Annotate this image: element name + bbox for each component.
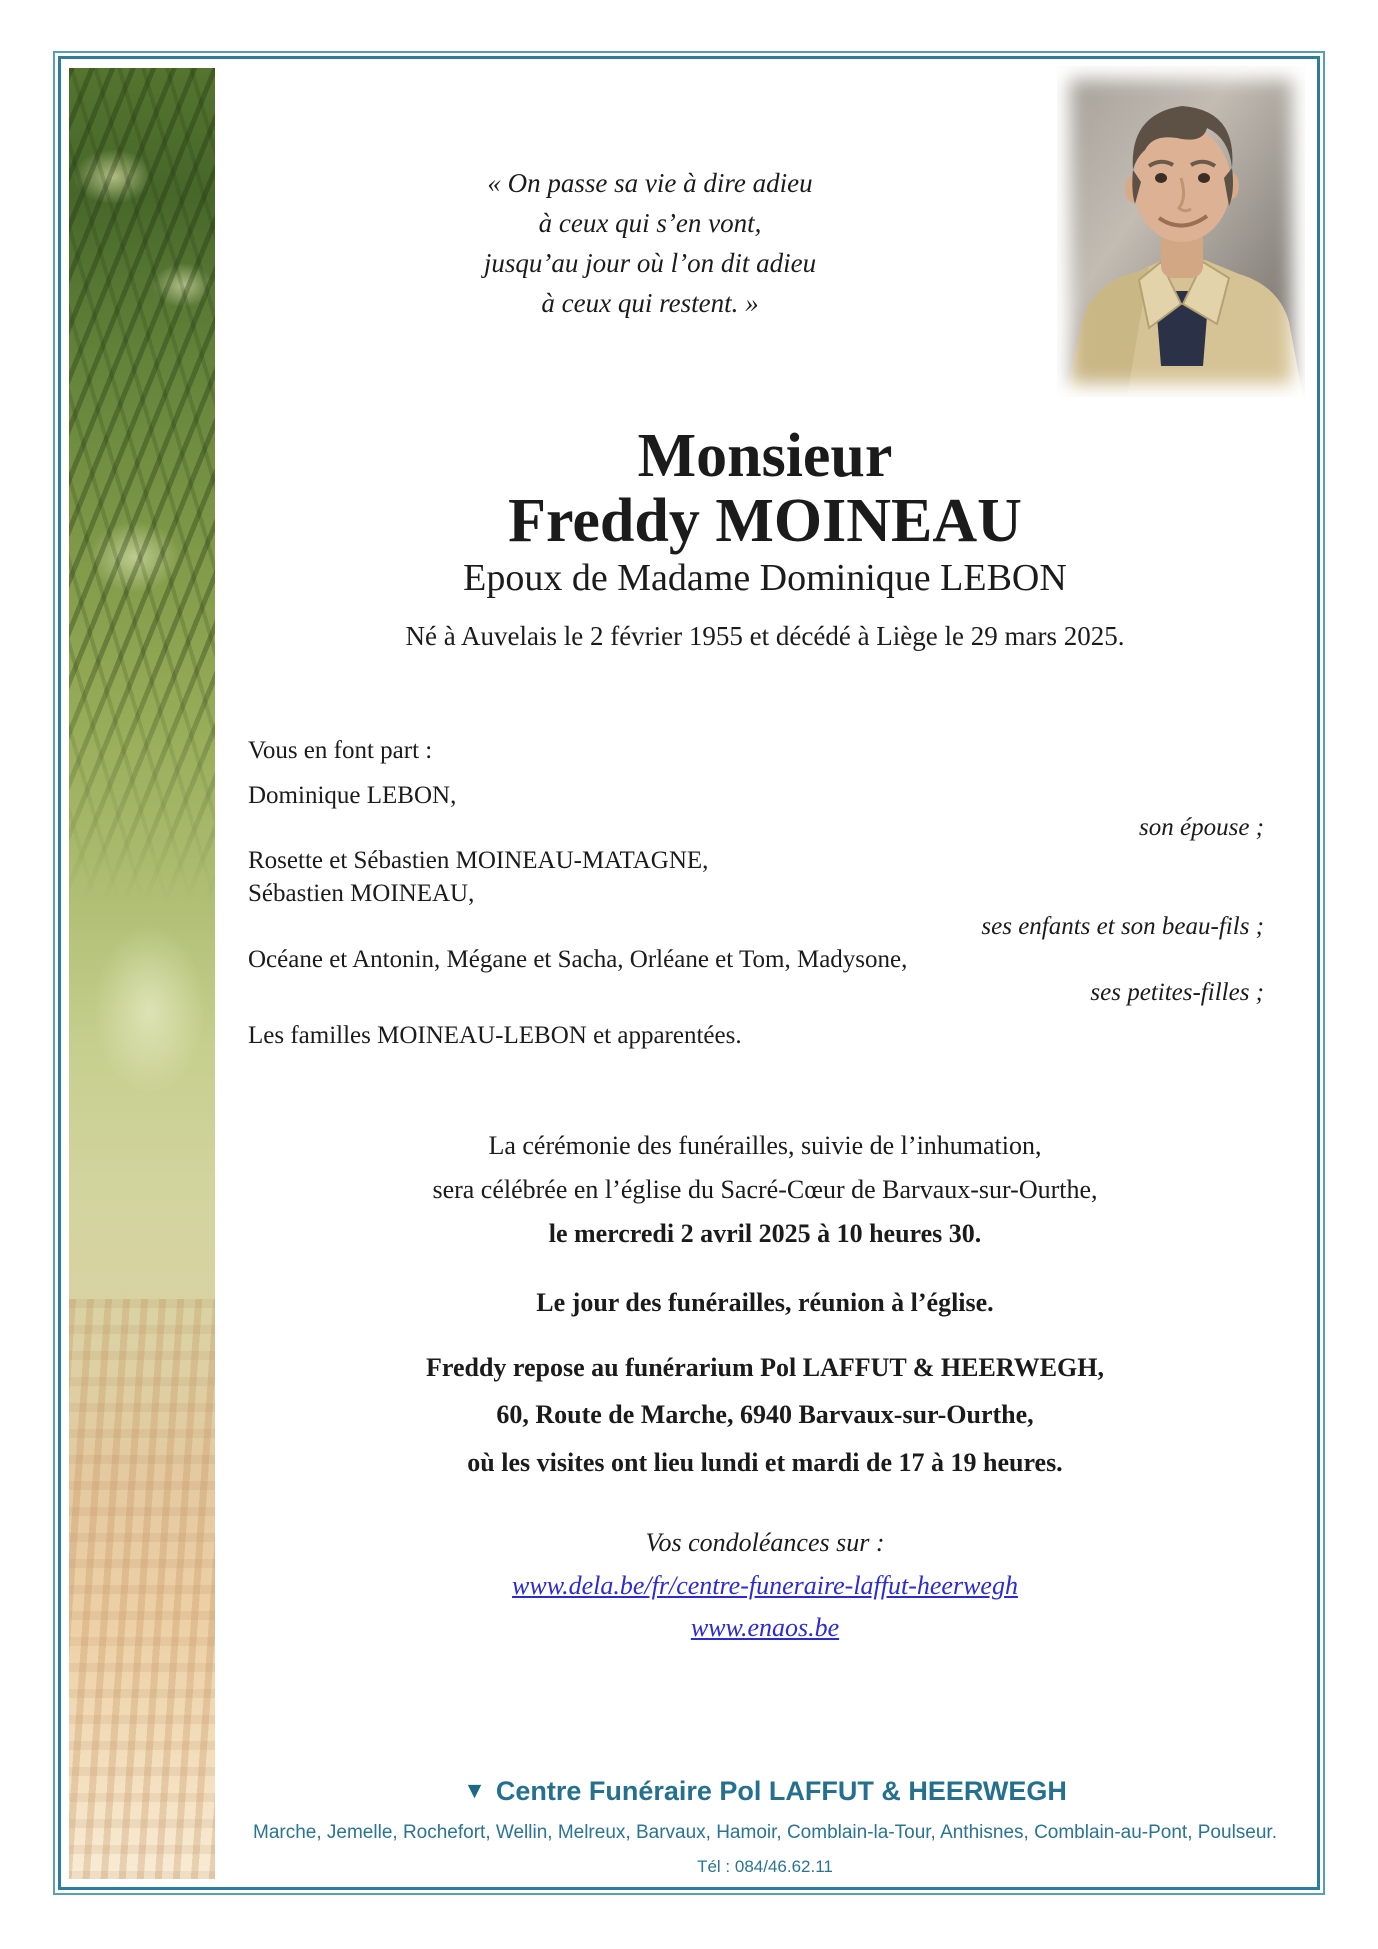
announcement-intro: Vous en font part : <box>248 737 433 764</box>
birth-death-line: Né à Auvelais le 2 février 1955 et décédé à Liège le 29 mars 2025. <box>405 621 1125 651</box>
condolences-label: Vos condoléances sur : <box>645 1528 885 1557</box>
deceased-name: Freddy MOINEAU <box>508 487 1022 555</box>
family-member-line: Les familles MOINEAU-LEBON et apparentées. <box>248 1022 742 1049</box>
relation-label: ses petites-filles ; <box>1090 979 1264 1006</box>
funeral-home-name: Centre Funéraire Pol LAFFUT & HEERWEGH <box>495 1776 1067 1806</box>
family-member-line: Dominique LEBON, <box>248 782 457 809</box>
condolences-link-row <box>250 1571 1280 1601</box>
condolences-link-row <box>250 1613 1280 1643</box>
quote-line: à ceux qui s’en vont, <box>538 208 762 238</box>
photo-soft-edge <box>1057 66 1305 397</box>
ceremony-line: sera célébrée en l’église du Sacré-Cœur de Barvaux-sur-Ourthe, <box>432 1175 1098 1204</box>
family-member-line: Océane et Antonin, Mégane et Sacha, Orléane et Tom, Madysone, <box>248 946 908 973</box>
repose-address-line: 60, Route de Marche, 6940 Barvaux-sur-Ourthe, <box>496 1400 1034 1429</box>
condolences-link-dela[interactable]: www.dela.be/fr/centre-funeraire-laffut-heerwegh <box>512 1571 1018 1600</box>
quote-line: à ceux qui restent. » <box>541 288 759 318</box>
forest-path-image <box>69 68 215 1879</box>
family-member-line: Rosette et Sébastien MOINEAU-MATAGNE, <box>248 847 709 874</box>
deceased-title <box>250 424 1280 554</box>
visits-line: où les visites ont lieu lundi et mardi de 17 à 19 heures. <box>467 1448 1063 1477</box>
relation-label: son épouse ; <box>1139 814 1264 841</box>
ceremony-date-line: le mercredi 2 avril 2025 à 10 heures 30. <box>548 1219 982 1248</box>
title-civility: Monsieur <box>637 422 893 490</box>
condolences-link-enaos[interactable]: www.enaos.be <box>690 1613 840 1642</box>
funeral-home-phone: Tél : 084/46.62.11 <box>697 1857 833 1876</box>
funeral-home-title <box>250 1776 1280 1807</box>
reunion-line: Le jour des funérailles, réunion à l’église. <box>536 1288 994 1317</box>
quote-line: jusqu’au jour où l’on dit adieu <box>483 248 817 278</box>
quote-line: « On passe sa vie à dire adieu <box>487 168 813 198</box>
relation-label: ses enfants et son beau-fils ; <box>981 913 1264 940</box>
spouse-subtitle: Epoux de Madame Dominique LEBON <box>463 557 1067 599</box>
opening-quote <box>290 163 1010 323</box>
portrait-photo <box>1057 66 1305 397</box>
family-member-line: Sébastien MOINEAU, <box>248 880 475 907</box>
triangle-icon: ▼ <box>463 1777 486 1803</box>
ceremony-line: La cérémonie des funérailles, suivie de l’inhumation, <box>488 1131 1042 1160</box>
funeral-home-locations: Marche, Jemelle, Rochefort, Wellin, Melreux, Barvaux, Hamoir, Comblain-la-Tour, Anthisnes, Comblain-au-Pont, Poulseur. <box>253 1822 1277 1843</box>
repose-line: Freddy repose au funérarium Pol LAFFUT & HEERWEGH, <box>426 1353 1104 1382</box>
